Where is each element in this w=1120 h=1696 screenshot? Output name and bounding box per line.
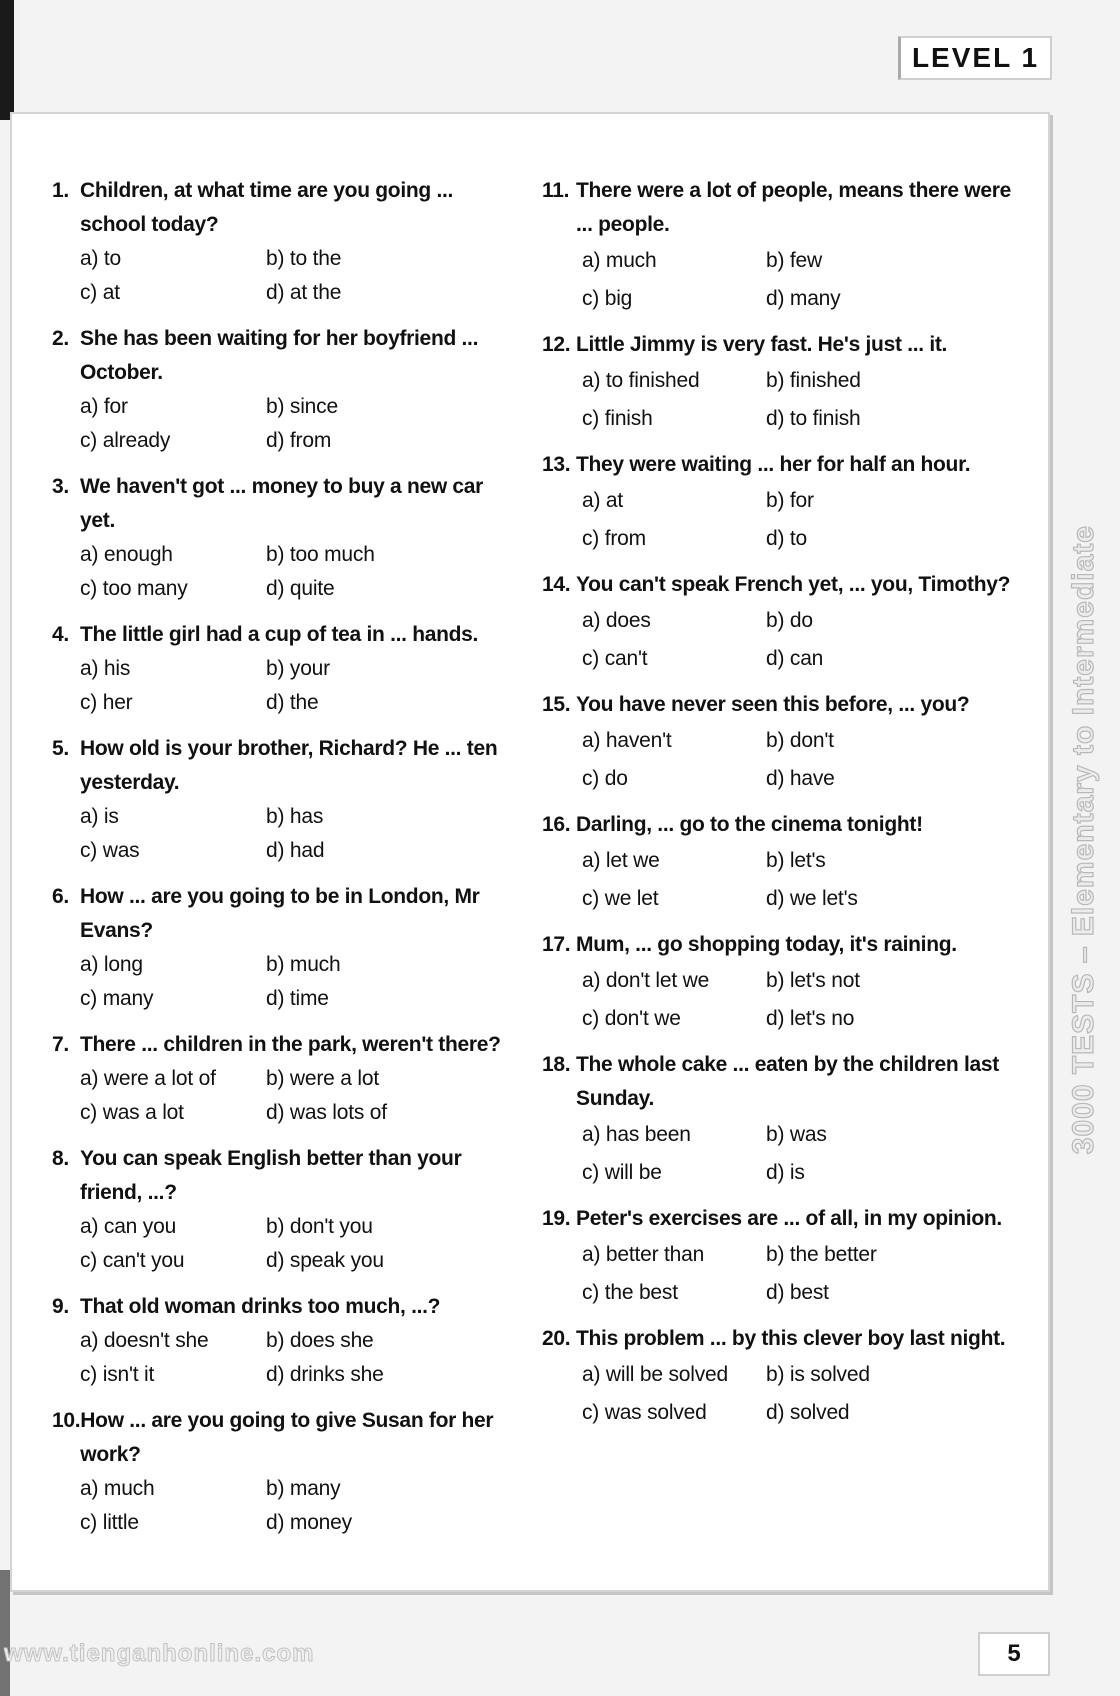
option-d: d) solved <box>766 1401 850 1424</box>
option-b: b) finished <box>766 369 861 392</box>
option-d: d) was lots of <box>266 1101 387 1124</box>
question-number: 12. <box>542 333 571 356</box>
answer-options <box>582 1356 1012 1432</box>
option-a: a) better than <box>582 1243 705 1266</box>
page-edge-shadow-bottom <box>0 1570 10 1696</box>
answer-options <box>582 362 1012 438</box>
option-a: a) has been <box>582 1123 691 1146</box>
website-watermark: www.tienganhonline.com <box>4 1640 315 1667</box>
option-d: d) is <box>766 1161 805 1184</box>
option-a: a) don't let we <box>582 969 710 992</box>
question-stem <box>52 322 522 390</box>
option-d: d) the <box>266 691 319 714</box>
question-stem <box>52 618 522 652</box>
question-item <box>542 174 1012 318</box>
question-stem <box>542 328 1012 362</box>
option-d: d) from <box>266 429 332 452</box>
question-stem <box>52 732 522 800</box>
question-stem <box>542 1048 1012 1116</box>
question-item <box>52 1404 522 1540</box>
question-stem <box>542 808 1012 842</box>
option-c: c) little <box>80 1511 139 1534</box>
answer-options <box>582 722 1012 798</box>
question-number: 14. <box>542 573 571 596</box>
question-number: 11. <box>542 179 570 202</box>
question-text: You can't speak French yet, ... you, Timothy? <box>576 573 1011 596</box>
question-item <box>542 448 1012 558</box>
question-stem <box>542 174 1012 242</box>
question-text: This problem ... by this clever boy last night. <box>576 1327 1006 1350</box>
option-a: a) enough <box>80 543 173 566</box>
answer-options <box>80 538 522 606</box>
question-number: 19. <box>542 1207 571 1230</box>
question-item <box>542 1202 1012 1312</box>
side-book-title <box>1066 510 1102 1170</box>
page-number-box <box>978 1632 1050 1676</box>
question-number: 6. <box>52 885 69 908</box>
option-b: b) for <box>766 489 814 512</box>
question-stem <box>52 470 522 538</box>
option-d: d) quite <box>266 577 335 600</box>
option-c: c) can't <box>582 647 648 670</box>
option-b: b) your <box>266 657 330 680</box>
answer-options <box>582 482 1012 558</box>
option-d: d) let's no <box>766 1007 855 1030</box>
question-stem <box>52 880 522 948</box>
question-number: 2. <box>52 327 69 350</box>
question-item <box>52 1290 522 1392</box>
option-d: d) can <box>766 647 824 670</box>
question-text: There were a lot of people, means there were ... people. <box>576 179 1011 236</box>
option-a: a) much <box>582 249 657 272</box>
question-number: 5. <box>52 737 69 760</box>
question-number: 4. <box>52 623 69 646</box>
option-c: c) the best <box>582 1281 678 1304</box>
option-d: d) best <box>766 1281 829 1304</box>
question-text: Darling, ... go to the cinema tonight! <box>576 813 923 836</box>
option-a: a) does <box>582 609 651 632</box>
question-text: How ... are you going to be in London, Mr Evans? <box>80 885 480 942</box>
option-c: c) do <box>582 767 628 790</box>
option-b: b) were a lot <box>266 1067 379 1090</box>
side-book-title-text: 3000 TESTS – Elementary to Intermediate <box>1067 525 1100 1155</box>
question-card <box>10 112 1050 1592</box>
question-number: 7. <box>52 1033 69 1056</box>
option-c: c) already <box>80 429 171 452</box>
option-c: c) will be <box>582 1161 662 1184</box>
option-a: a) were a lot of <box>80 1067 216 1090</box>
question-text: Little Jimmy is very fast. He's just ... it. <box>576 333 948 356</box>
question-item <box>52 618 522 720</box>
option-a: a) doesn't she <box>80 1329 209 1352</box>
option-a: a) to finished <box>582 369 700 392</box>
question-text: How old is your brother, Richard? He ... ten yesterday. <box>80 737 498 794</box>
option-d: d) had <box>266 839 325 862</box>
option-b: b) too much <box>266 543 375 566</box>
question-item <box>542 1048 1012 1192</box>
answer-options <box>582 1236 1012 1312</box>
option-b: b) don't <box>766 729 834 752</box>
option-a: a) for <box>80 395 128 418</box>
option-c: c) at <box>80 281 120 304</box>
answer-options <box>80 948 522 1016</box>
question-text: Children, at what time are you going ... school today? <box>80 179 454 236</box>
answer-options <box>80 1472 522 1540</box>
answer-options <box>80 390 522 458</box>
option-c: c) finish <box>582 407 653 430</box>
option-a: a) haven't <box>582 729 672 752</box>
question-stem <box>52 174 522 242</box>
option-b: b) few <box>766 249 822 272</box>
option-b: b) let's <box>766 849 826 872</box>
level-tab <box>898 36 1052 80</box>
answer-options <box>582 842 1012 918</box>
option-c: c) was <box>80 839 140 862</box>
question-stem <box>542 568 1012 602</box>
answer-options <box>80 652 522 720</box>
option-d: d) speak you <box>266 1249 384 1272</box>
option-b: b) do <box>766 609 813 632</box>
answer-options <box>582 602 1012 678</box>
option-a: a) long <box>80 953 143 976</box>
page-number: 5 <box>1007 1640 1021 1667</box>
question-stem <box>52 1290 522 1324</box>
option-c: c) from <box>582 527 646 550</box>
option-d: d) we let's <box>766 887 858 910</box>
question-text: Peter's exercises are ... of all, in my opinion. <box>576 1207 1002 1230</box>
option-d: d) to finish <box>766 407 861 430</box>
question-text: You have never seen this before, ... you? <box>576 693 970 716</box>
option-c: c) can't you <box>80 1249 185 1272</box>
answer-options <box>80 800 522 868</box>
option-c: c) was a lot <box>80 1101 184 1124</box>
option-d: d) at the <box>266 281 342 304</box>
question-stem <box>52 1404 522 1472</box>
question-stem <box>542 1202 1012 1236</box>
option-b: b) many <box>266 1477 341 1500</box>
option-c: c) many <box>80 987 154 1010</box>
option-a: a) at <box>582 489 624 512</box>
answer-options <box>80 1210 522 1278</box>
option-b: b) since <box>266 395 338 418</box>
option-d: d) many <box>766 287 841 310</box>
answer-options <box>582 962 1012 1038</box>
question-text: The little girl had a cup of tea in ... hands. <box>80 623 479 646</box>
option-b: b) is solved <box>766 1363 870 1386</box>
option-d: d) money <box>266 1511 352 1534</box>
question-item <box>542 1322 1012 1432</box>
option-b: b) does she <box>266 1329 374 1352</box>
question-number: 9. <box>52 1295 69 1318</box>
left-question-column <box>52 174 522 1552</box>
level-label: LEVEL 1 <box>911 42 1040 73</box>
option-d: d) drinks she <box>266 1363 384 1386</box>
option-c: c) don't we <box>582 1007 681 1030</box>
option-b: b) was <box>766 1123 827 1146</box>
question-item <box>542 688 1012 798</box>
question-stem <box>52 1142 522 1210</box>
question-number: 18. <box>542 1053 571 1076</box>
question-number: 16. <box>542 813 571 836</box>
answer-options <box>582 242 1012 318</box>
option-a: a) much <box>80 1477 155 1500</box>
question-item <box>542 808 1012 918</box>
page-edge-shadow <box>0 0 14 120</box>
question-text: We haven't got ... money to buy a new car yet. <box>80 475 484 532</box>
question-item <box>52 174 522 310</box>
question-text: That old woman drinks too much, ...? <box>80 1295 441 1318</box>
question-item <box>542 568 1012 678</box>
question-number: 15. <box>542 693 571 716</box>
question-item <box>52 1142 522 1278</box>
answer-options <box>80 1062 522 1130</box>
question-text: Mum, ... go shopping today, it's raining. <box>576 933 957 956</box>
option-c: c) big <box>582 287 633 310</box>
question-text: The whole cake ... eaten by the children last Sunday. <box>576 1053 999 1110</box>
question-item <box>542 928 1012 1038</box>
question-text: She has been waiting for her boyfriend ... October. <box>80 327 479 384</box>
question-number: 8. <box>52 1147 69 1170</box>
question-number: 3. <box>52 475 69 498</box>
question-item <box>52 322 522 458</box>
option-a: a) let we <box>582 849 660 872</box>
option-d: d) time <box>266 987 329 1010</box>
option-b: b) to the <box>266 247 342 270</box>
option-d: d) have <box>766 767 835 790</box>
option-c: c) we let <box>582 887 659 910</box>
question-number: 17. <box>542 933 571 956</box>
option-c: c) her <box>80 691 133 714</box>
question-number: 13. <box>542 453 571 476</box>
option-c: c) too many <box>80 577 188 600</box>
question-text: How ... are you going to give Susan for her work? <box>80 1409 494 1466</box>
question-text: You can speak English better than your friend, ...? <box>80 1147 462 1204</box>
option-b: b) don't you <box>266 1215 373 1238</box>
question-number: 1. <box>52 179 69 202</box>
option-b: b) has <box>266 805 324 828</box>
question-stem <box>542 688 1012 722</box>
question-text: There ... children in the park, weren't there? <box>80 1033 501 1056</box>
question-item <box>52 470 522 606</box>
question-stem <box>542 448 1012 482</box>
question-number: 10. <box>52 1409 81 1432</box>
option-b: b) let's not <box>766 969 860 992</box>
question-stem <box>542 1322 1012 1356</box>
option-a: a) can you <box>80 1215 177 1238</box>
question-item <box>52 880 522 1016</box>
option-b: b) the better <box>766 1243 877 1266</box>
right-question-column <box>542 174 1012 1442</box>
option-d: d) to <box>766 527 808 550</box>
question-stem <box>52 1028 522 1062</box>
question-number: 20. <box>542 1327 571 1350</box>
question-item <box>542 328 1012 438</box>
option-a: a) to <box>80 247 122 270</box>
option-c: c) was solved <box>582 1401 707 1424</box>
option-a: a) will be solved <box>582 1363 728 1386</box>
question-item <box>52 1028 522 1130</box>
answer-options <box>80 1324 522 1392</box>
option-a: a) is <box>80 805 119 828</box>
option-a: a) his <box>80 657 131 680</box>
answer-options <box>582 1116 1012 1192</box>
option-c: c) isn't it <box>80 1363 155 1386</box>
question-item <box>52 732 522 868</box>
question-stem <box>542 928 1012 962</box>
question-text: They were waiting ... her for half an hour. <box>576 453 971 476</box>
option-b: b) much <box>266 953 341 976</box>
answer-options <box>80 242 522 310</box>
